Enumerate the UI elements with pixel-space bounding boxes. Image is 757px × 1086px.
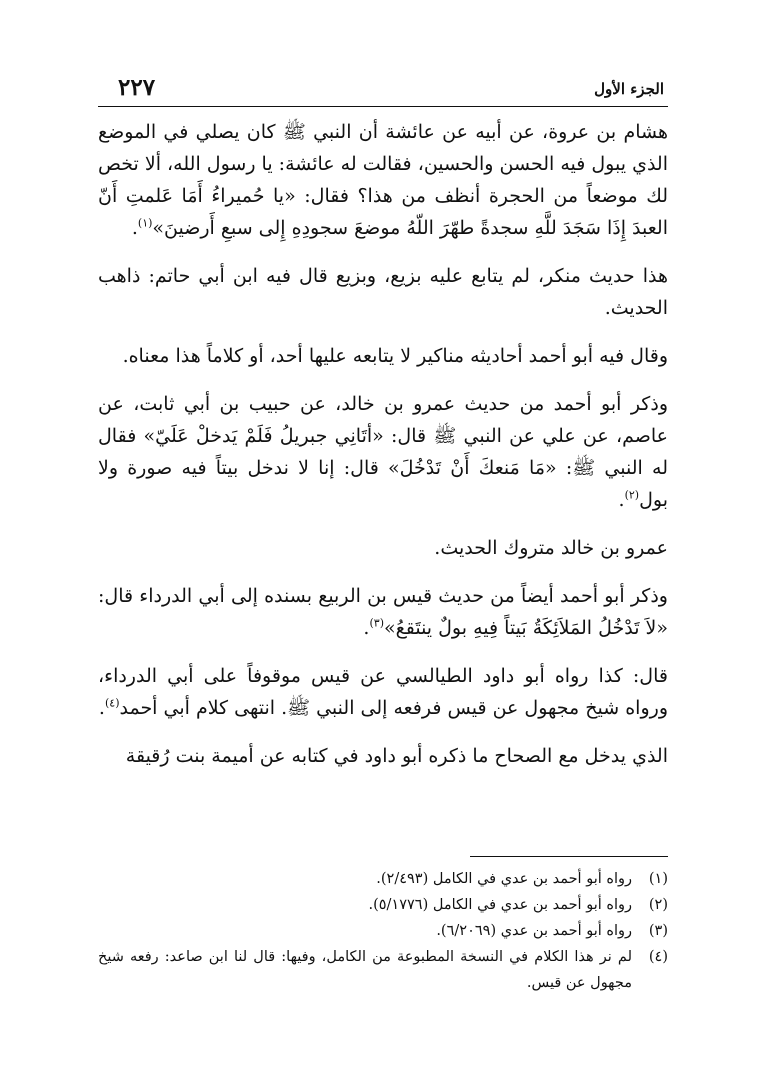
paragraph-4-text: وذكر أبو أحمد من حديث عمرو بن خالد، عن حبيب بن أبي ثابت، عن عاصم، عن علي عن النبي ﷺ قال: «أتَانِي جبريلُ فَلَمْ يَدخلْ عَلَيّ» فقال له النبي ﷺ: «مَا مَنعكَ أَنْ تَدْخُلَ» قال: إنا لا ندخل بيتاً فيه صورة ولا بول <box>98 393 668 511</box>
footnote-divider <box>470 856 668 857</box>
paragraph-7-text: قال: كذا رواه أبو داود الطيالسي عن قيس موقوفاً على أبي الدرداء، ورواه شيخ مجهول عن قيس فرفعه إلى النبي ﷺ. انتهى كلام أبي أحمد <box>98 665 668 719</box>
paragraph-8: الذي يدخل مع الصحاح ما ذكره أبو داود في كتابه عن أميمة بنت رُقيقة <box>125 745 668 767</box>
paragraph-6-text: وذكر أبو أحمد أيضاً من حديث قيس بن الربيع بسنده إلى أبي الدرداء قال: «لاَ تَدْخُلُ المَلاَئِكَةُ بَيتاً فِيهِ بولٌ ينتَقعُ» <box>98 585 668 639</box>
paragraph-3: وقال فيه أبو أحمد أحاديثه مناكير لا يتابعه عليها أحد، أو كلاماً هذا معناه. <box>122 345 668 367</box>
page-header <box>98 72 668 107</box>
paragraph-5: عمرو بن خالد متروك الحديث. <box>434 537 668 559</box>
footnote-ref-1: (١) <box>137 216 153 230</box>
paragraph-1-text: هشام بن عروة، عن أبيه عن عائشة أن النبي ﷺ كان يصلي في الموضع الذي يبول فيه الحسن والحسين، فقالت له عائشة: يا رسول الله، ألا تخص لك موضعاً من الحجرة أنظف من هذا؟ فقال: «يا حُميراءُ أَمَا عَلمتِ أَنّ العبدَ إِذَا سَجَدَ للَّهِ سجدةً طهّرَ اللّهُ موضعَ سجودِهِ إِلى سبعِ أَرضينَ» <box>98 121 668 239</box>
footnote-ref-3: (٣) <box>369 616 384 630</box>
footnote-number: (٤) <box>648 949 668 965</box>
footnote-text: رواه أبو أحمد بن عدي في الكامل (٥/١٧٧٦). <box>368 897 632 913</box>
paragraph-4-end: . <box>618 489 625 511</box>
page-number: ٢٢٧ <box>118 74 156 101</box>
footnote-text: رواه أبو أحمد بن عدي (٦/٢٠٦٩). <box>436 923 632 939</box>
paragraph-1 <box>98 116 668 244</box>
footnote-ref-4: (٤) <box>104 696 120 710</box>
paragraph-6 <box>98 580 668 644</box>
footnote-item <box>98 866 668 892</box>
footnote-text: رواه أبو أحمد بن عدي في الكامل (٢/٤٩٣). <box>376 871 632 887</box>
paragraph-6-end: . <box>363 617 370 639</box>
paragraph-7 <box>98 660 668 724</box>
footnotes <box>98 866 668 996</box>
running-title: الجزء الأول <box>594 80 664 98</box>
footnote-ref-2: (٢) <box>624 488 640 502</box>
paragraph-1-end: . <box>131 217 138 239</box>
footnote-number: (٢) <box>648 897 668 913</box>
paragraph-4 <box>98 388 668 516</box>
footnote-number: (١) <box>648 871 668 887</box>
footnote-item <box>98 918 668 944</box>
footnote-item <box>98 892 668 918</box>
paragraph-2: هذا حديث منكر، لم يتابع عليه بزيع، وبزيع قال فيه ابن أبي حاتم: ذاهب الحديث. <box>98 265 668 319</box>
footnote-number: (٣) <box>648 923 668 939</box>
paragraph-7-end: . <box>98 697 105 719</box>
main-text <box>98 116 668 782</box>
footnote-text: لم نر هذا الكلام في النسخة المطبوعة من الكامل، وفيها: قال لنا ابن صاعد: رفعه شيخ مجهول عن قيس. <box>98 949 632 991</box>
footnote-item <box>98 944 668 996</box>
